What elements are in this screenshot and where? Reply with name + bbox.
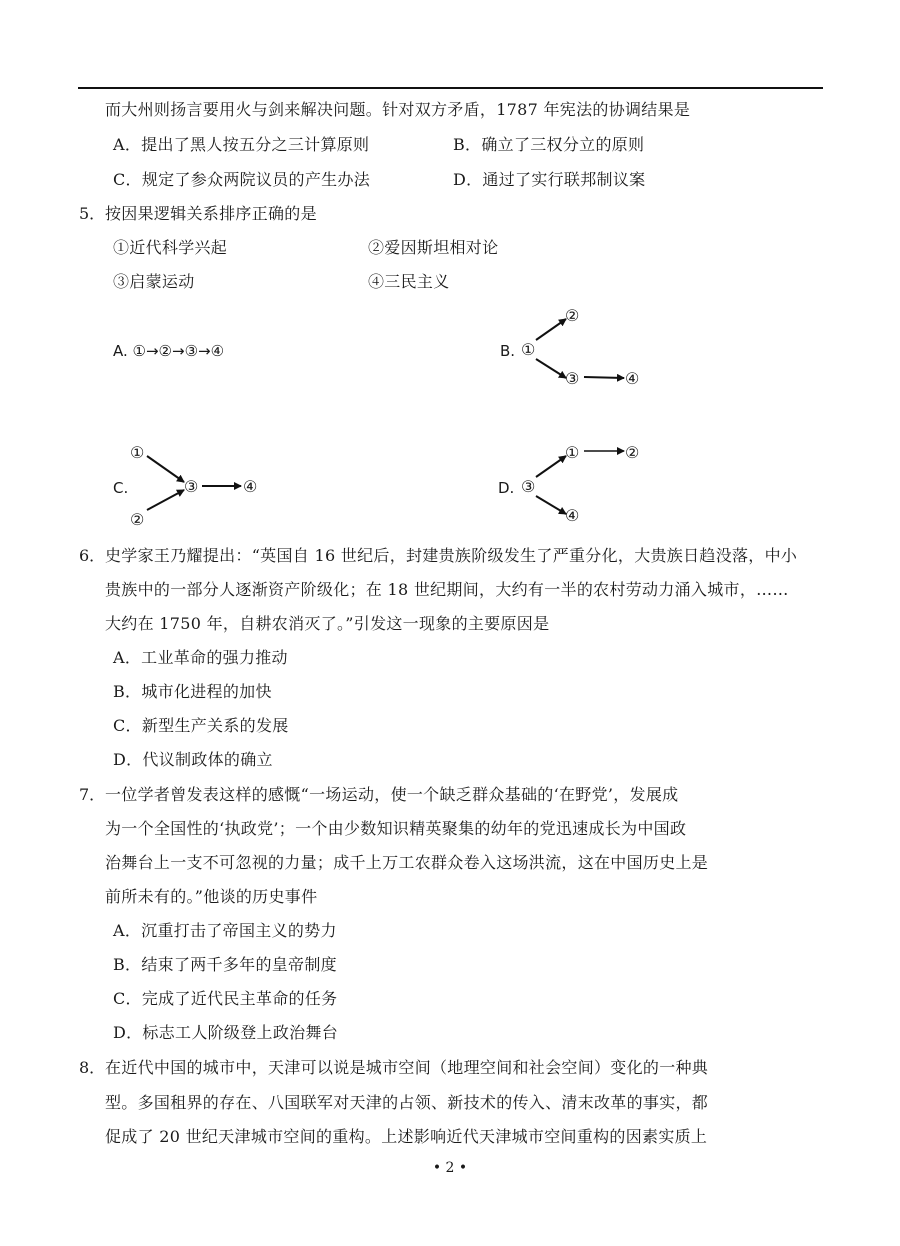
q5-d-node-3: ③: [521, 477, 536, 496]
q5-item-4: ④三民主义: [368, 272, 450, 291]
q8-stem-line-2: 型。多国租界的存在、八国联军对天津的占领、新技术的传入、清末改革的事实，都: [105, 1093, 709, 1112]
q5-d-node-4: ④: [565, 506, 580, 525]
q6-stem-line-2: 贵族中的一部分人逐渐资产阶级化；在 18 世纪期间，大约有一半的农村劳动力涌入城市，……: [105, 580, 789, 599]
q5-option-c-label: C.: [113, 479, 129, 497]
q6-stem-line-1: 史学家王乃耀提出：“英国自 16 世纪后，封建贵族阶级发生了严重分化，大贵族日趋没落，中小: [105, 546, 798, 565]
q7-stem-line-1: 一位学者曾发表这样的感慨“一场运动，使一个缺乏群众基础的‘在野党’，发展成: [105, 785, 679, 804]
q8-stem-line-1: 在近代中国的城市中，天津可以说是城市空间（地理空间和社会空间）变化的一种典: [105, 1058, 709, 1077]
q7-stem-line-2: 为一个全国性的‘执政党’；一个由少数知识精英聚集的幼年的党迅速成长为中国政: [105, 819, 687, 838]
q5-arrow-diagrams: [0, 0, 900, 560]
q7-option-c: C．完成了近代民主革命的任务: [113, 989, 338, 1008]
q6-option-a: A．工业革命的强力推动: [113, 648, 288, 667]
q5-number: 5．: [79, 204, 106, 223]
q6-stem-line-3: 大约在 1750 年，自耕农消灭了。”引发这一现象的主要原因是: [105, 614, 550, 633]
q5-c-node-4: ④: [243, 477, 258, 496]
q5-d-arrow-3-4: [536, 496, 566, 514]
q5-b-arrow-1-3: [536, 359, 566, 378]
q5-stem: 按因果逻辑关系排序正确的是: [105, 204, 317, 223]
q4-option-c: C．规定了参众两院议员的产生办法: [113, 170, 371, 189]
q5-option-d-label: D.: [498, 479, 515, 497]
q5-b-node-4: ④: [625, 369, 640, 388]
q6-option-b: B．城市化进程的加快: [113, 682, 272, 701]
q7-stem-line-4: 前所未有的。”他谈的历史事件: [105, 887, 318, 906]
q8-number: 8．: [79, 1058, 106, 1077]
q5-option-b-label: B.: [500, 342, 516, 360]
q5-item-2: ②爱因斯坦相对论: [368, 238, 499, 257]
page-number: • 2 •: [432, 1160, 468, 1176]
q5-c-node-1: ①: [130, 443, 145, 462]
q4-stem-continued: 而大州则扬言要用火与剑来解决问题。针对双方矛盾，1787 年宪法的协调结果是: [105, 100, 691, 119]
q5-item-3: ③启蒙运动: [113, 272, 195, 291]
q5-c-arrow-1-3: [147, 456, 184, 482]
q7-number: 7．: [79, 785, 106, 804]
q5-d-node-2: ②: [625, 443, 640, 462]
q5-option-a: A. ①→②→③→④: [113, 342, 225, 360]
q4-option-d: D．通过了实行联邦制议案: [453, 170, 646, 189]
q7-option-d: D．标志工人阶级登上政治舞台: [113, 1023, 339, 1042]
q5-c-node-2: ②: [130, 510, 145, 529]
q7-option-a: A．沉重打击了帝国主义的势力: [113, 921, 337, 940]
q5-c-arrow-2-3: [147, 490, 184, 510]
q5-item-1: ①近代科学兴起: [113, 238, 228, 257]
q7-option-b: B．结束了两千多年的皇帝制度: [113, 955, 337, 974]
q5-b-node-1: ①: [521, 340, 536, 359]
q5-b-arrow-3-4: [584, 377, 624, 378]
q7-stem-line-3: 治舞台上一支不可忽视的力量；成千上万工农群众卷入这场洪流，这在中国历史上是: [105, 853, 709, 872]
q4-option-b: B．确立了三权分立的原则: [453, 135, 645, 154]
q5-b-node-2: ②: [565, 306, 580, 325]
q4-option-a: A．提出了黑人按五分之三计算原则: [113, 135, 370, 154]
q6-number: 6．: [79, 546, 106, 565]
q8-stem-line-3: 促成了 20 世纪天津城市空间的重构。上述影响近代天津城市空间重构的因素实质上: [105, 1127, 708, 1146]
q5-d-node-1: ①: [565, 443, 580, 462]
q5-c-node-3: ③: [184, 477, 199, 496]
q6-option-d: D．代议制政体的确立: [113, 750, 273, 769]
q5-b-arrow-1-2: [536, 319, 566, 340]
q5-b-node-3: ③: [565, 369, 580, 388]
q6-option-c: C．新型生产关系的发展: [113, 716, 289, 735]
q5-d-arrow-3-1: [536, 456, 566, 477]
